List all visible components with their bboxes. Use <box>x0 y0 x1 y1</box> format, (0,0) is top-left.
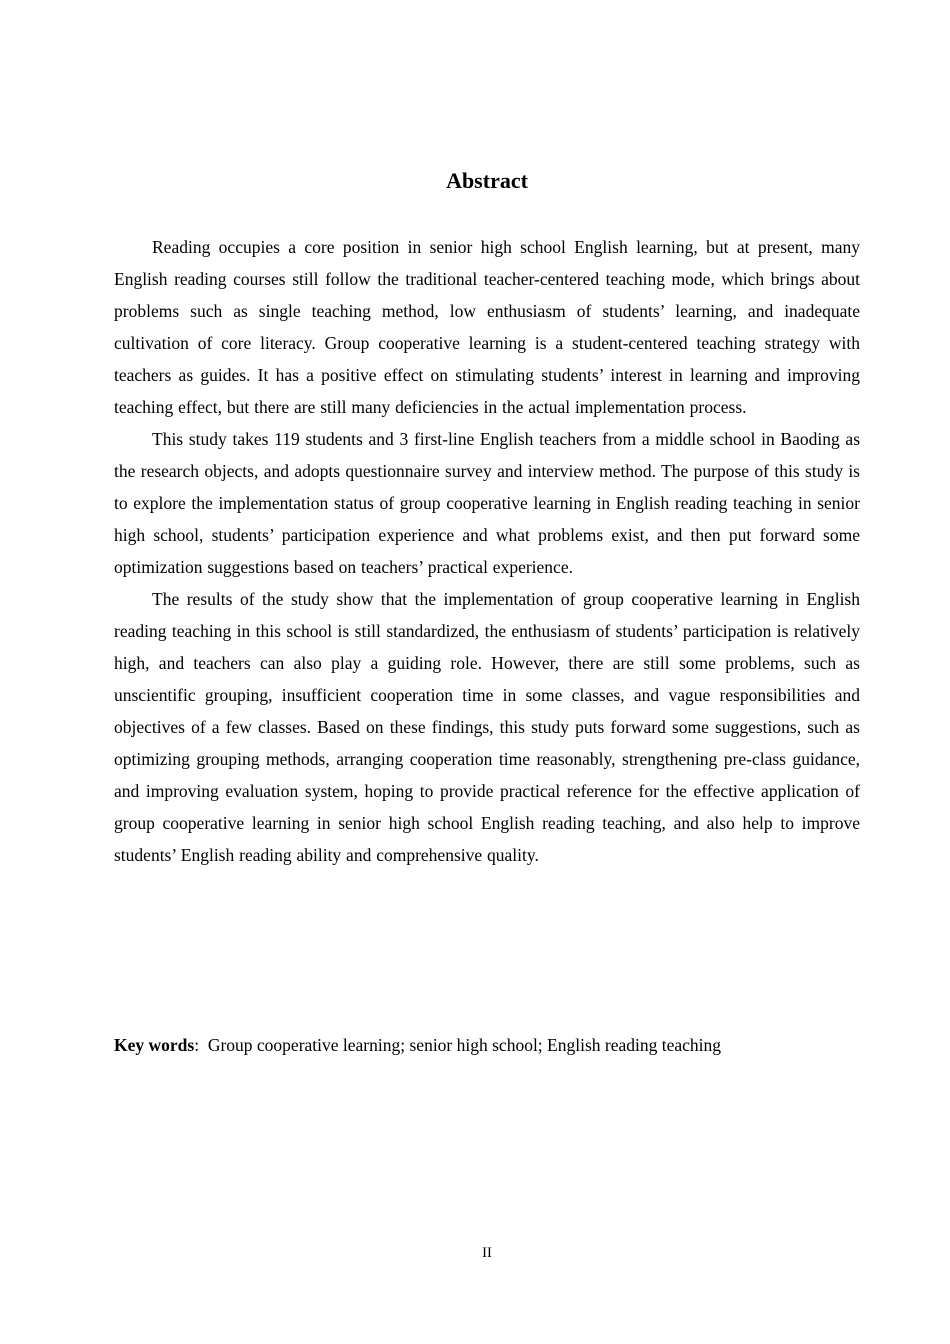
abstract-title: Abstract <box>446 168 528 193</box>
abstract-body <box>114 231 860 871</box>
abstract-paragraph-1: Reading occupies a core position in senior high school English learning, but at present, many English reading courses still follow the traditional teacher-centered teaching mode, which brings about problems such as single teaching method, low enthusiasm of students’ learning, and inadequate cultivation of core literacy. Group cooperative learning is a student-centered teaching strategy with teachers as guides. It has a positive effect on stimulating students’ interest in learning and improving teaching effect, but there are still many deficiencies in the actual implementation process. <box>114 237 860 417</box>
page-number: II <box>482 1245 492 1261</box>
keywords-text: Group cooperative learning; senior high school; English reading teaching <box>207 1035 722 1055</box>
abstract-paragraph-3: The results of the study show that the implementation of group cooperative learning in English reading teaching in this school is still standardized, the enthusiasm of students’ participation is relatively high, and teachers can also play a guiding role. However, there are still some problems, such as unscientific grouping, insufficient cooperation time in some classes, and vague responsibilities and objectives of a few classes. Based on these findings, this study puts forward some suggestions, such as optimizing grouping methods, arranging cooperation time reasonably, strengthening pre-class guidance, and improving evaluation system, hoping to provide practical reference for the effective application of group cooperative learning in senior high school English reading teaching, and also help to improve students’ English reading ability and comprehensive quality. <box>114 589 860 865</box>
keywords-line <box>114 1029 860 1061</box>
abstract-paragraph-2: This study takes 119 students and 3 first-line English teachers from a middle school in Baoding as the research objects, and adopts questionnaire survey and interview method. The purpose of this study is to explore the implementation status of group cooperative learning in English reading teaching in senior high school, students’ participation experience and what problems exist, and then put forward some optimization suggestions based on teachers’ practical experience. <box>114 429 860 577</box>
keywords-label: Key words <box>114 1035 195 1055</box>
keywords-separator: : <box>194 1035 200 1055</box>
